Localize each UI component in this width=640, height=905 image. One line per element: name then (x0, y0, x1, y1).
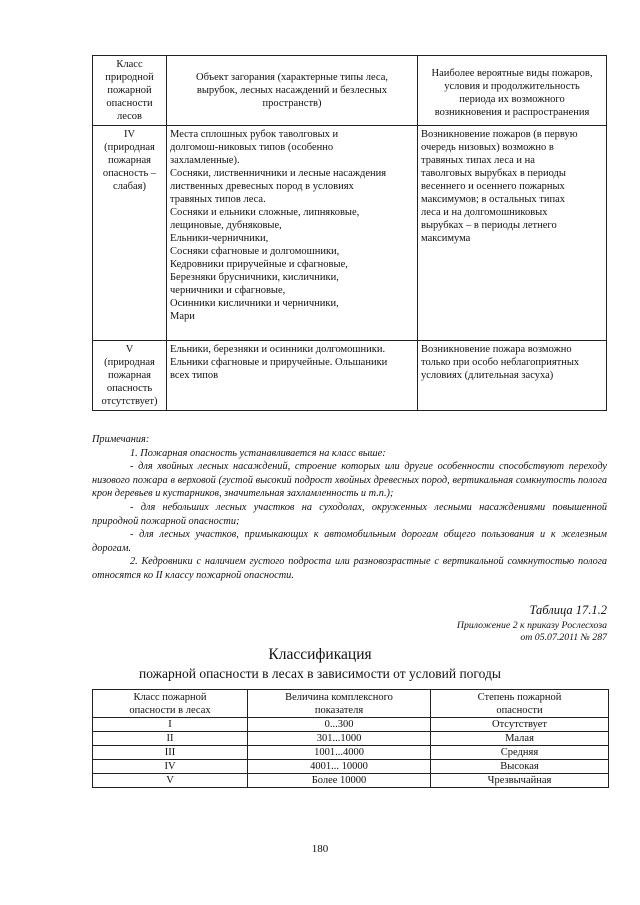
objects-cell (167, 126, 418, 341)
class-cell: III (93, 746, 248, 760)
text-line: пожарной (107, 85, 152, 96)
text-line: Объект загорания (характерные типы леса, (196, 72, 388, 83)
text-line: Ельники, березняки и осинники долгомошники. (170, 344, 386, 355)
fires-cell (418, 341, 607, 411)
text-line: периода их возможного (459, 93, 565, 105)
text-line: пространств) (262, 98, 322, 109)
text-line: Класс пожарной (133, 692, 207, 703)
text-line: опасности (496, 705, 543, 716)
text-line: Наиболее вероятные виды пожаров, (431, 67, 593, 79)
table-row (93, 126, 607, 341)
table-row (93, 718, 609, 732)
table-row (93, 760, 609, 774)
text-line: таволговых вырубках в периоды (421, 168, 566, 179)
text-line: природной (105, 72, 154, 83)
table-row (93, 774, 609, 788)
header-fires (418, 56, 607, 126)
text-line: очередь низовых) возможно в (421, 142, 554, 153)
table-row (93, 746, 609, 760)
text-line: Возникновение пожаров (в первую (421, 129, 578, 140)
text-line: IV (123, 129, 136, 140)
degree-cell: Высокая (431, 760, 609, 774)
text-line: вырубок, лесных насаждений и безлесных (196, 85, 388, 96)
text-line: лиственных древесных пород в условиях (170, 181, 354, 192)
text-line: условиях (длительная засуха) (421, 370, 554, 381)
note-1b: - для небольших лесных участков на суходолах, окруженных лесными насаждениями повышенной природной пожарной опасности; (92, 501, 607, 527)
text-line: опасности в лесах (129, 705, 211, 716)
class-cell: IV (93, 760, 248, 774)
text-line: опасности (106, 98, 153, 109)
notes-section (92, 433, 607, 583)
text-line: Сосняки, лиственничники и лесные насаждения (170, 168, 387, 179)
text-line: отсутствует) (101, 396, 158, 407)
table-row (93, 732, 609, 746)
text-line: травяных типов леса. (170, 194, 266, 205)
index-cell: Более 10000 (248, 774, 431, 788)
text-line: Кедровники приручейные и сфагновые, (170, 259, 348, 270)
text-line: леса и на долгомошниковых (421, 207, 548, 218)
text-line: максимума (421, 233, 471, 244)
class-cell (93, 126, 167, 341)
forest-fire-class-table (92, 55, 607, 411)
weather-fire-danger-table (92, 689, 609, 788)
text-line: Осинники кисличники и черничники, (170, 298, 339, 309)
text-line: черничники и сфагновые, (170, 285, 286, 296)
appendix-line: Приложение 2 к приказу Рослесхоза (456, 620, 607, 631)
index-cell: 301...1000 (248, 732, 431, 746)
section-subheading: пожарной опасности в лесах в зависимости от условий погоды (139, 666, 501, 681)
index-cell: 0...300 (248, 718, 431, 732)
text-line: травяных типах леса и на (421, 155, 535, 166)
text-line: вырубках – в периоды летнего (421, 220, 557, 231)
text-line: возникновения и распространения (434, 106, 590, 118)
class-cell: V (93, 774, 248, 788)
fires-cell (418, 126, 607, 341)
table-header-row (93, 56, 607, 126)
index-cell: 1001...4000 (248, 746, 431, 760)
text-line: Степень пожарной (477, 692, 562, 703)
header-fire-class (93, 690, 248, 718)
text-line: Возникновение пожара возможно (421, 344, 572, 355)
index-cell: 4001... 10000 (248, 760, 431, 774)
table-header-row (93, 690, 609, 718)
header-objects (167, 56, 418, 126)
note-1a: - для хвойных лесных насаждений, строение которых или другие особенности способствуют переходу низового пожара в верховой (густой высокий подрост хвойных древесных пород, вертикальная сомкнутость полога крон деревьев и кустарников, значительная захламленность и т.п.); (92, 461, 607, 500)
text-line: Места сплошных рубок таволговых и (170, 129, 339, 140)
text-line: Величина комплексного (285, 692, 393, 703)
text-line: Сосняки и ельники сложные, липняковые, (170, 207, 360, 218)
class-cell: II (93, 732, 248, 746)
text-line: (природная (104, 357, 155, 368)
text-line: всех типов (170, 370, 219, 381)
text-line: лесов (116, 111, 143, 122)
page-number: 180 (311, 843, 329, 855)
section-heading: Классификация (268, 646, 372, 663)
text-line: Мари (170, 311, 195, 322)
text-line: лещиновые, дубняковые, (170, 220, 282, 231)
note-1c: - для лесных участков, примыкающих к автомобильным дорогам общего пользования и к железным дорогам. (92, 529, 607, 554)
text-line: только при особо неблагоприятных (421, 357, 580, 368)
text-line: условия и продолжительность (444, 80, 580, 92)
text-line: захламленные). (170, 155, 240, 166)
header-class (93, 56, 167, 126)
text-line: максимумов; в остальных типах (421, 194, 566, 205)
class-cell (93, 341, 167, 411)
header-danger-degree (431, 690, 609, 718)
table-row (93, 341, 607, 411)
degree-cell: Чрезвычайная (431, 774, 609, 788)
degree-cell: Отсутствует (431, 718, 609, 732)
text-line: пожарная (108, 155, 151, 166)
degree-cell: Средняя (431, 746, 609, 760)
appendix-line: от 05.07.2011 № 287 (520, 632, 607, 643)
text-line: Сосняки сфагновые и долгомошники, (170, 246, 340, 257)
table-number: Таблица 17.1.2 (529, 603, 607, 617)
note-1: 1. Пожарная опасность устанавливается на класс выше: (130, 447, 386, 459)
text-line: V (125, 344, 134, 355)
text-line: слабая) (113, 181, 146, 192)
objects-cell (167, 341, 418, 411)
text-line: (природная (104, 142, 155, 153)
header-index-value (248, 690, 431, 718)
text-line: весеннего и осеннего пожарных (421, 181, 565, 192)
text-line: Класс (116, 59, 143, 70)
appendix-reference (357, 620, 607, 644)
text-line: Ельники-черничники, (170, 233, 269, 244)
text-line: Березняки брусничники, кисличники, (170, 272, 339, 283)
degree-cell: Малая (431, 732, 609, 746)
text-line: долгомош-никовых типов (особенно (170, 142, 334, 153)
note-2: 2. Кедровники с наличием густого подроста или разновозрастные с вертикальной сомкнутостью полога относятся ко II классу пожарной опасности. (92, 556, 607, 581)
text-line: показателя (314, 705, 364, 716)
class-cell: I (93, 718, 248, 732)
notes-title: Примечания: (92, 434, 150, 445)
text-line: Ельники сфагновые и приручейные. Ольшаники (170, 357, 388, 368)
text-line: опасность (106, 383, 153, 394)
text-line: опасность – (102, 168, 157, 179)
text-line: пожарная (108, 370, 151, 381)
